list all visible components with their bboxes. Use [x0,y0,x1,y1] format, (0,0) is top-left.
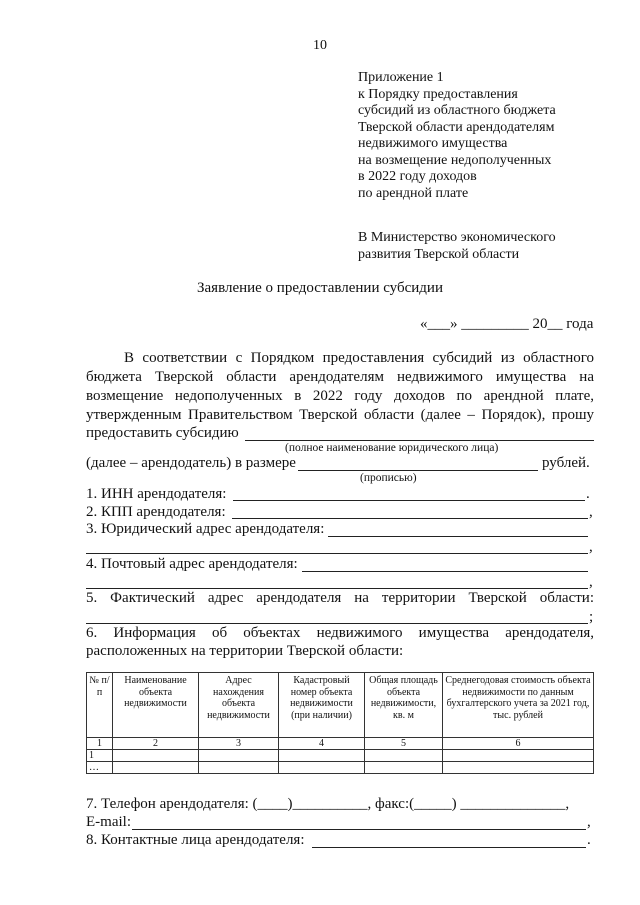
table-cell: 5 [365,738,443,750]
table-cell[interactable] [279,762,365,774]
table-cell[interactable] [113,750,199,762]
appendix-line: к Порядку предоставления [358,86,518,102]
col-header-cadastral: Кадастровый номер объекта недвижимости (при наличии) [279,673,365,738]
table-cell[interactable] [113,762,199,774]
table-cell: 2 [113,738,199,750]
table-cell: 6 [443,738,594,750]
email-end: , [587,814,591,830]
date-line[interactable]: «___» _________ 20__ года [420,316,594,332]
postal-address-field-2[interactable] [86,588,588,589]
intro-line-2: бюджета Тверской области арендодателям недвижимого имущества на [86,369,594,385]
table-row [87,762,594,774]
intro-line-1: В соответствии с Порядком предоставления субсидий из областного [124,350,594,366]
phone-fax-line[interactable]: 7. Телефон арендодателя: (____)__________, факс:(_____) ______________, [86,796,570,812]
col-header-address: Адрес нахождения объекта недвижимости [199,673,279,738]
addressee [358,229,556,263]
table-cell: 1 [87,738,113,750]
legal-address-end: , [589,539,593,555]
postal-address-end: , [589,574,593,590]
appendix-line: на возмещение недополученных [358,152,552,168]
col-header-value: Среднегодовая стоимость объекта недвижимости по данным бухгалтерского учета за 2021 год, тыс. рублей [443,673,594,738]
objects-info-line-2: расположенных на территории Тверской области: [86,643,404,659]
amount-field[interactable] [298,470,538,471]
table-cell: 4 [279,738,365,750]
appendix-line: в 2022 году доходов [358,169,477,184]
appendix-header [358,70,628,202]
table-cell[interactable] [365,750,443,762]
appendix-line: по арендной плате [358,185,469,201]
table-cell[interactable] [443,762,594,774]
legal-address-label: 3. Юридический адрес арендодателя: [86,521,325,537]
postal-address-label: 4. Почтовый адрес арендодателя: [86,556,298,572]
table-numbering-row [87,738,594,750]
contacts-field[interactable] [312,847,586,848]
inn-field[interactable] [233,500,585,501]
amount-label: (далее – арендодатель) в размере [86,455,296,471]
contacts-label: 8. Контактные лица арендодателя: [86,832,305,848]
addressee-line: развития Тверской области [358,247,520,262]
actual-address-label: 5. Фактический адрес арендодателя на территории Тверской области: [86,590,594,606]
table-cell[interactable] [279,750,365,762]
kpp-label: 2. КПП арендодателя: [86,504,226,520]
col-header-name: Наименование объекта недвижимости [113,673,199,738]
table-cell: 1 [87,750,113,762]
table-cell[interactable] [199,750,279,762]
amount-hint: (прописью) [360,472,417,484]
intro-line-3: возмещение недополученных в 2022 году доходов по арендной плате, [86,388,594,404]
email-field[interactable] [132,829,586,830]
page-number: 10 [313,38,327,53]
appendix-line: недвижимого имущества [358,136,508,151]
table-header-row [87,673,594,738]
table-cell[interactable] [199,762,279,774]
intro-line-5: предоставить субсидию [86,425,239,441]
legal-entity-name-field[interactable] [245,440,594,441]
col-header-area: Общая площадь объекта недвижимости, кв. м [365,673,443,738]
objects-table [86,672,594,774]
appendix-line: Тверской области арендодателям [358,119,555,135]
legal-address-field-2[interactable] [86,553,588,554]
contacts-end: . [587,832,591,848]
inn-label: 1. ИНН арендодателя: [86,486,227,502]
objects-info-line-1: 6. Информация об объектах недвижимого имущества арендодателя, [86,625,594,641]
table-row [87,750,594,762]
legal-address-field[interactable] [328,536,588,537]
table-cell[interactable] [365,762,443,774]
addressee-line: В Министерство экономического [358,230,556,245]
kpp-field[interactable] [232,518,588,519]
intro-line-4: утвержденным Правительством Тверской области (далее – Порядок), прошу [86,407,594,423]
actual-address-field[interactable] [86,623,588,624]
inn-end: . [586,486,590,502]
col-header-number: № п/п [87,673,113,738]
amount-currency: рублей. [542,455,590,471]
table-cell: 3 [199,738,279,750]
actual-address-end: ; [589,609,594,625]
document-title: Заявление о предоставлении субсидии [197,280,443,296]
postal-address-field[interactable] [302,571,588,572]
email-label: E-mail: [86,814,131,830]
appendix-line: Приложение 1 [358,70,444,85]
appendix-line: субсидий из областного бюджета [358,103,556,118]
table-cell[interactable] [443,750,594,762]
table-cell: … [87,762,113,774]
kpp-end: , [589,504,593,520]
legal-entity-hint: (полное наименование юридического лица) [285,442,499,454]
